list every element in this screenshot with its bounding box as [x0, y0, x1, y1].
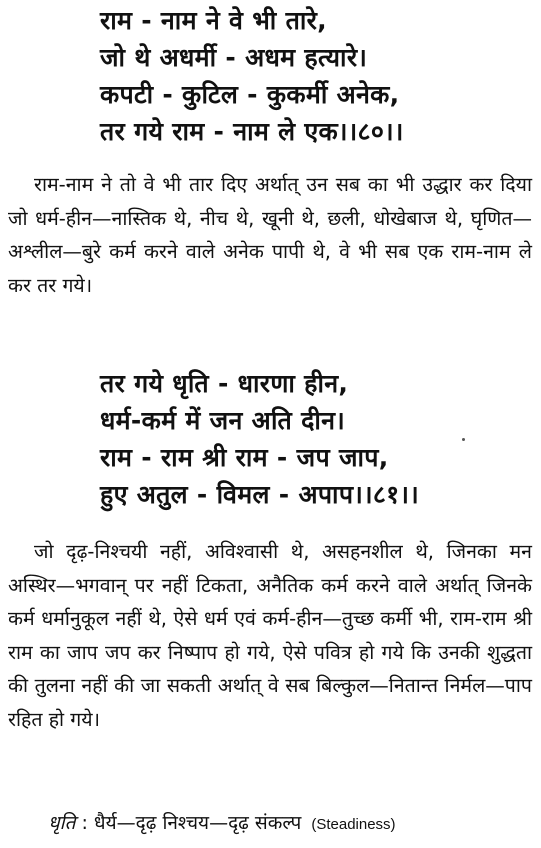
verse-81-line-3: राम - राम श्री राम - जप जाप, — [100, 443, 389, 472]
commentary-paragraph-81: जो दृढ़-निश्चयी नहीं, अविश्वासी थे, असहनशील थे, जिनका मन अस्थिर—भगवान् पर नहीं टिकता, अनैतिक कर्म करने वाले अर्थात् जिनके कर्म धर्मानुकूल नहीं थे, ऐसे धर्म एवं कर्म-हीन—तुच्छ कर्मी भी, राम-राम श्री राम का जाप जप कर निष्पाप हो गये, ऐसे पवित्र हो गये कि उनकी शुद्धता की तुलना नहीं की जा सकती अर्थात् वे सब बिल्कुल—नितान्त निर्मल—पाप रहित हो गये। — [8, 540, 532, 731]
verse-81-line-4: हुए अतुल - विमल - अपाप।।८१।। — [100, 480, 420, 509]
verse-81-line-1: तर गये धृति - धारणा हीन, — [100, 369, 349, 398]
footnote-meaning: धैर्य—दृढ़ निश्चय—दृढ़ संकल्प — [93, 812, 302, 834]
verse-80-line-4: तर गये राम - नाम ले एक।।८०।। — [100, 117, 404, 146]
glossary-footnote — [48, 808, 396, 840]
verse-81-line-2: धर्म-कर्म में जन अति दीन। — [100, 406, 346, 435]
verse-80 — [100, 2, 404, 150]
footnote-term: धृति — [48, 812, 76, 834]
verse-80-line-2: जो थे अधर्मी - अधम हत्यारे। — [100, 43, 368, 72]
print-speck — [462, 438, 465, 441]
footnote-english: (Steadiness) — [311, 816, 396, 833]
footnote-separator: : — [75, 812, 94, 834]
verse-80-line-3: कपटी - कुटिल - कुकर्मी अनेक, — [100, 80, 400, 109]
verse-80-line-1: राम - नाम ने वे भी तारे, — [100, 6, 327, 35]
commentary-paragraph-80: राम-नाम ने तो वे भी तार दिए अर्थात् उन सब का भी उद्धार कर दिया जो धर्म-हीन—नास्तिक थे, नीच थे, खूनी थे, छली, धोखेबाज थे, घृणित—अश्लील—बुरे कर्म करने वाले अनेक पापी थे, वे भी सब एक राम-नाम ले कर तर गये। — [8, 173, 532, 297]
verse-81 — [100, 365, 419, 513]
